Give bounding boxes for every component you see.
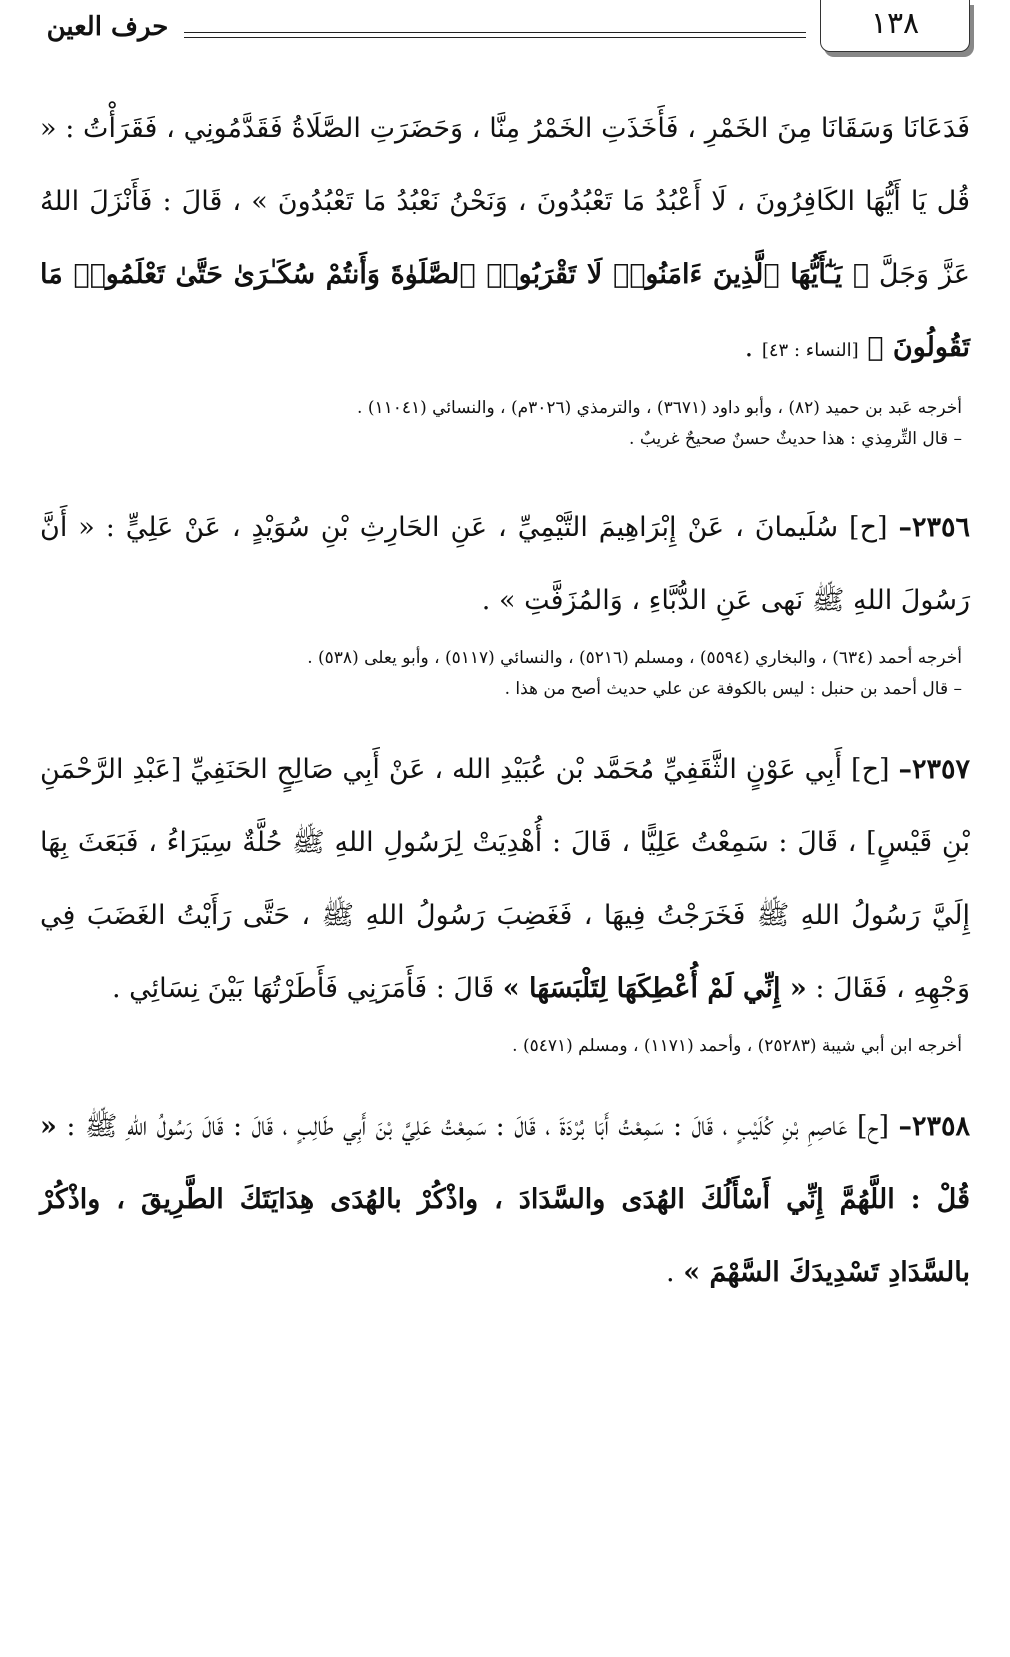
continuation-end: . (744, 332, 762, 363)
verse-reference: [النساء : ٤٣] (761, 340, 859, 361)
hadith-number: ٢٣٥٦– (898, 512, 970, 543)
header-rule (184, 32, 806, 38)
prophetic-saying: « إِنِّي لَمْ أُعْطِكَهَا لِتَلْبَسَهَا » (502, 973, 807, 1004)
hadith-number: ٢٣٥٧– (898, 754, 970, 785)
prophetic-saying: « قُلْ : اللَّهُمَّ إِنِّي أَسْأَلُكَ الهُدَى والسَّدَادَ ، واذْكُرْ بالهُدَى هِدَايَتَكَ الطَّرِيقَ ، واذْكُرْ بالسَّدَادِ تَسْدِيدَكَ السَّهْمَ » (40, 1111, 970, 1288)
hadith-number: ٢٣٥٨– (898, 1111, 970, 1142)
hadith-text: [ح] عَاصِمِ بْنِ كُلَيْبٍ ، قَالَ : سَمِعْتُ أَبَا بُرْدَةَ ، قَالَ : سَمِعْتُ عَلِيَّ بْنَ أَبِي طَالِبٍ ، قَالَ : قَالَ رَسُولُ اللهِ ﷺ : (66, 1111, 889, 1142)
page-content (40, 92, 970, 1309)
hadith-text: [ح] أَبِي عَوْنٍ الثَّقَفِيِّ مُحَمَّد بْن عُبَيْدِ الله ، عَنْ أَبِي صَالِحٍ الحَنَفِيِّ [عَبْدِ الرَّحْمَنِ بْنِ قَيْسٍ] ، قَالَ : سَمِعْتُ عَلِيًّا ، قَالَ : أُهْدِيَتْ لِرَسُولِ اللهِ ﷺ حُلَّةٌ سِيَرَاءُ ، فَبَعَثَ بِهَا إِلَيَّ رَسُولُ اللهِ ﷺ فَخَرَجْتُ فِيهَا ، فَغَضِبَ رَسُولُ اللهِ ﷺ ، حَتَّى رَأَيْتُ الغَضَبَ فِي وَجْهِهِ ، فَقَالَ : (40, 754, 970, 1004)
grading-line: – قال أحمد بن حنبل : ليس بالكوفة عن علي حديث أصح من هذا . (504, 679, 962, 699)
hadith-2357 (40, 733, 970, 1025)
hadith-2358 (40, 1090, 970, 1309)
takhrij-line: أخرجه أحمد (٦٣٤) ، والبخاري (٥٥٩٤) ، ومسلم (٥٢١٦) ، والنسائي (٥١١٧) ، وأبو يعلى (٥٣٨) . (307, 648, 962, 668)
section-title: حرف العين (46, 12, 169, 42)
quran-verse: ﴿ يَـٰٓأَيُّهَا ٱلَّذِينَ ءَامَنُوا۟ لَا تَقْرَبُوا۟ ٱلصَّلَوٰةَ وَأَنتُمْ سُكَـٰرَىٰ حَتَّىٰ تَعْلَمُوا۟ مَا تَقُولُونَ ﴾ (40, 259, 970, 363)
hadith-text: « أَنَّ رَسُولَ اللهِ ﷺ نَهى عَنِ الدُّبَّاءِ ، وَالمُزَفَّتِ » . (40, 512, 970, 616)
hadith-text-end: قَالَ : فَأَمَرَنِي فَأَطَرْتُهَا بَيْنَ نِسَائِي . (111, 973, 495, 1004)
continuation-text: فَدَعَانَا وَسَقَانَا مِنَ الخَمْرِ ، فَأَخَذَتِ الخَمْرُ مِنَّا ، وَحَضَرَتِ الصَّلَاةُ فَقَدَّمُونِي ، فَقَرَأْتُ : « قُل يَا أَيُّهَا الكَافِرُونَ ، لَا أَعْبُدُ مَا تَعْبُدُونَ ، وَنَحْنُ نَعْبُدُ مَا تَعْبُدُونَ » ، قَالَ : فَأَنْزَلَ اللهُ عَزَّ وَجَلَّ (40, 113, 970, 290)
hadith-text-end: . (666, 1257, 684, 1288)
hadith-2356 (40, 491, 970, 637)
grading-line: – قال التِّرمِذي : هذا حديثٌ حسنٌ صحيحٌ غريبٌ . (629, 429, 962, 449)
continuation-paragraph (40, 92, 970, 387)
takhrij-line: أخرجه عَبد بن حميد (٨٢) ، وأبو داود (٣٦٧١) ، والترمذي (٣٠٢٦م) ، والنسائي (١١٠٤١) . (357, 398, 962, 418)
takhrij-line: أخرجه ابن أبي شيبة (٢٥٢٨٣) ، وأحمد (١١٧١) ، ومسلم (٥٤٧١) . (512, 1036, 962, 1056)
hadith-chain: [ح] سُلَيمانَ ، عَنْ إِبْرَاهِيمَ التَّيْمِيِّ ، عَنِ الحَارِثِ بْنِ سُوَيْدٍ ، عَنْ عَلِيٍّ : (105, 512, 888, 543)
page-number: ١٣٨ (820, 0, 970, 52)
